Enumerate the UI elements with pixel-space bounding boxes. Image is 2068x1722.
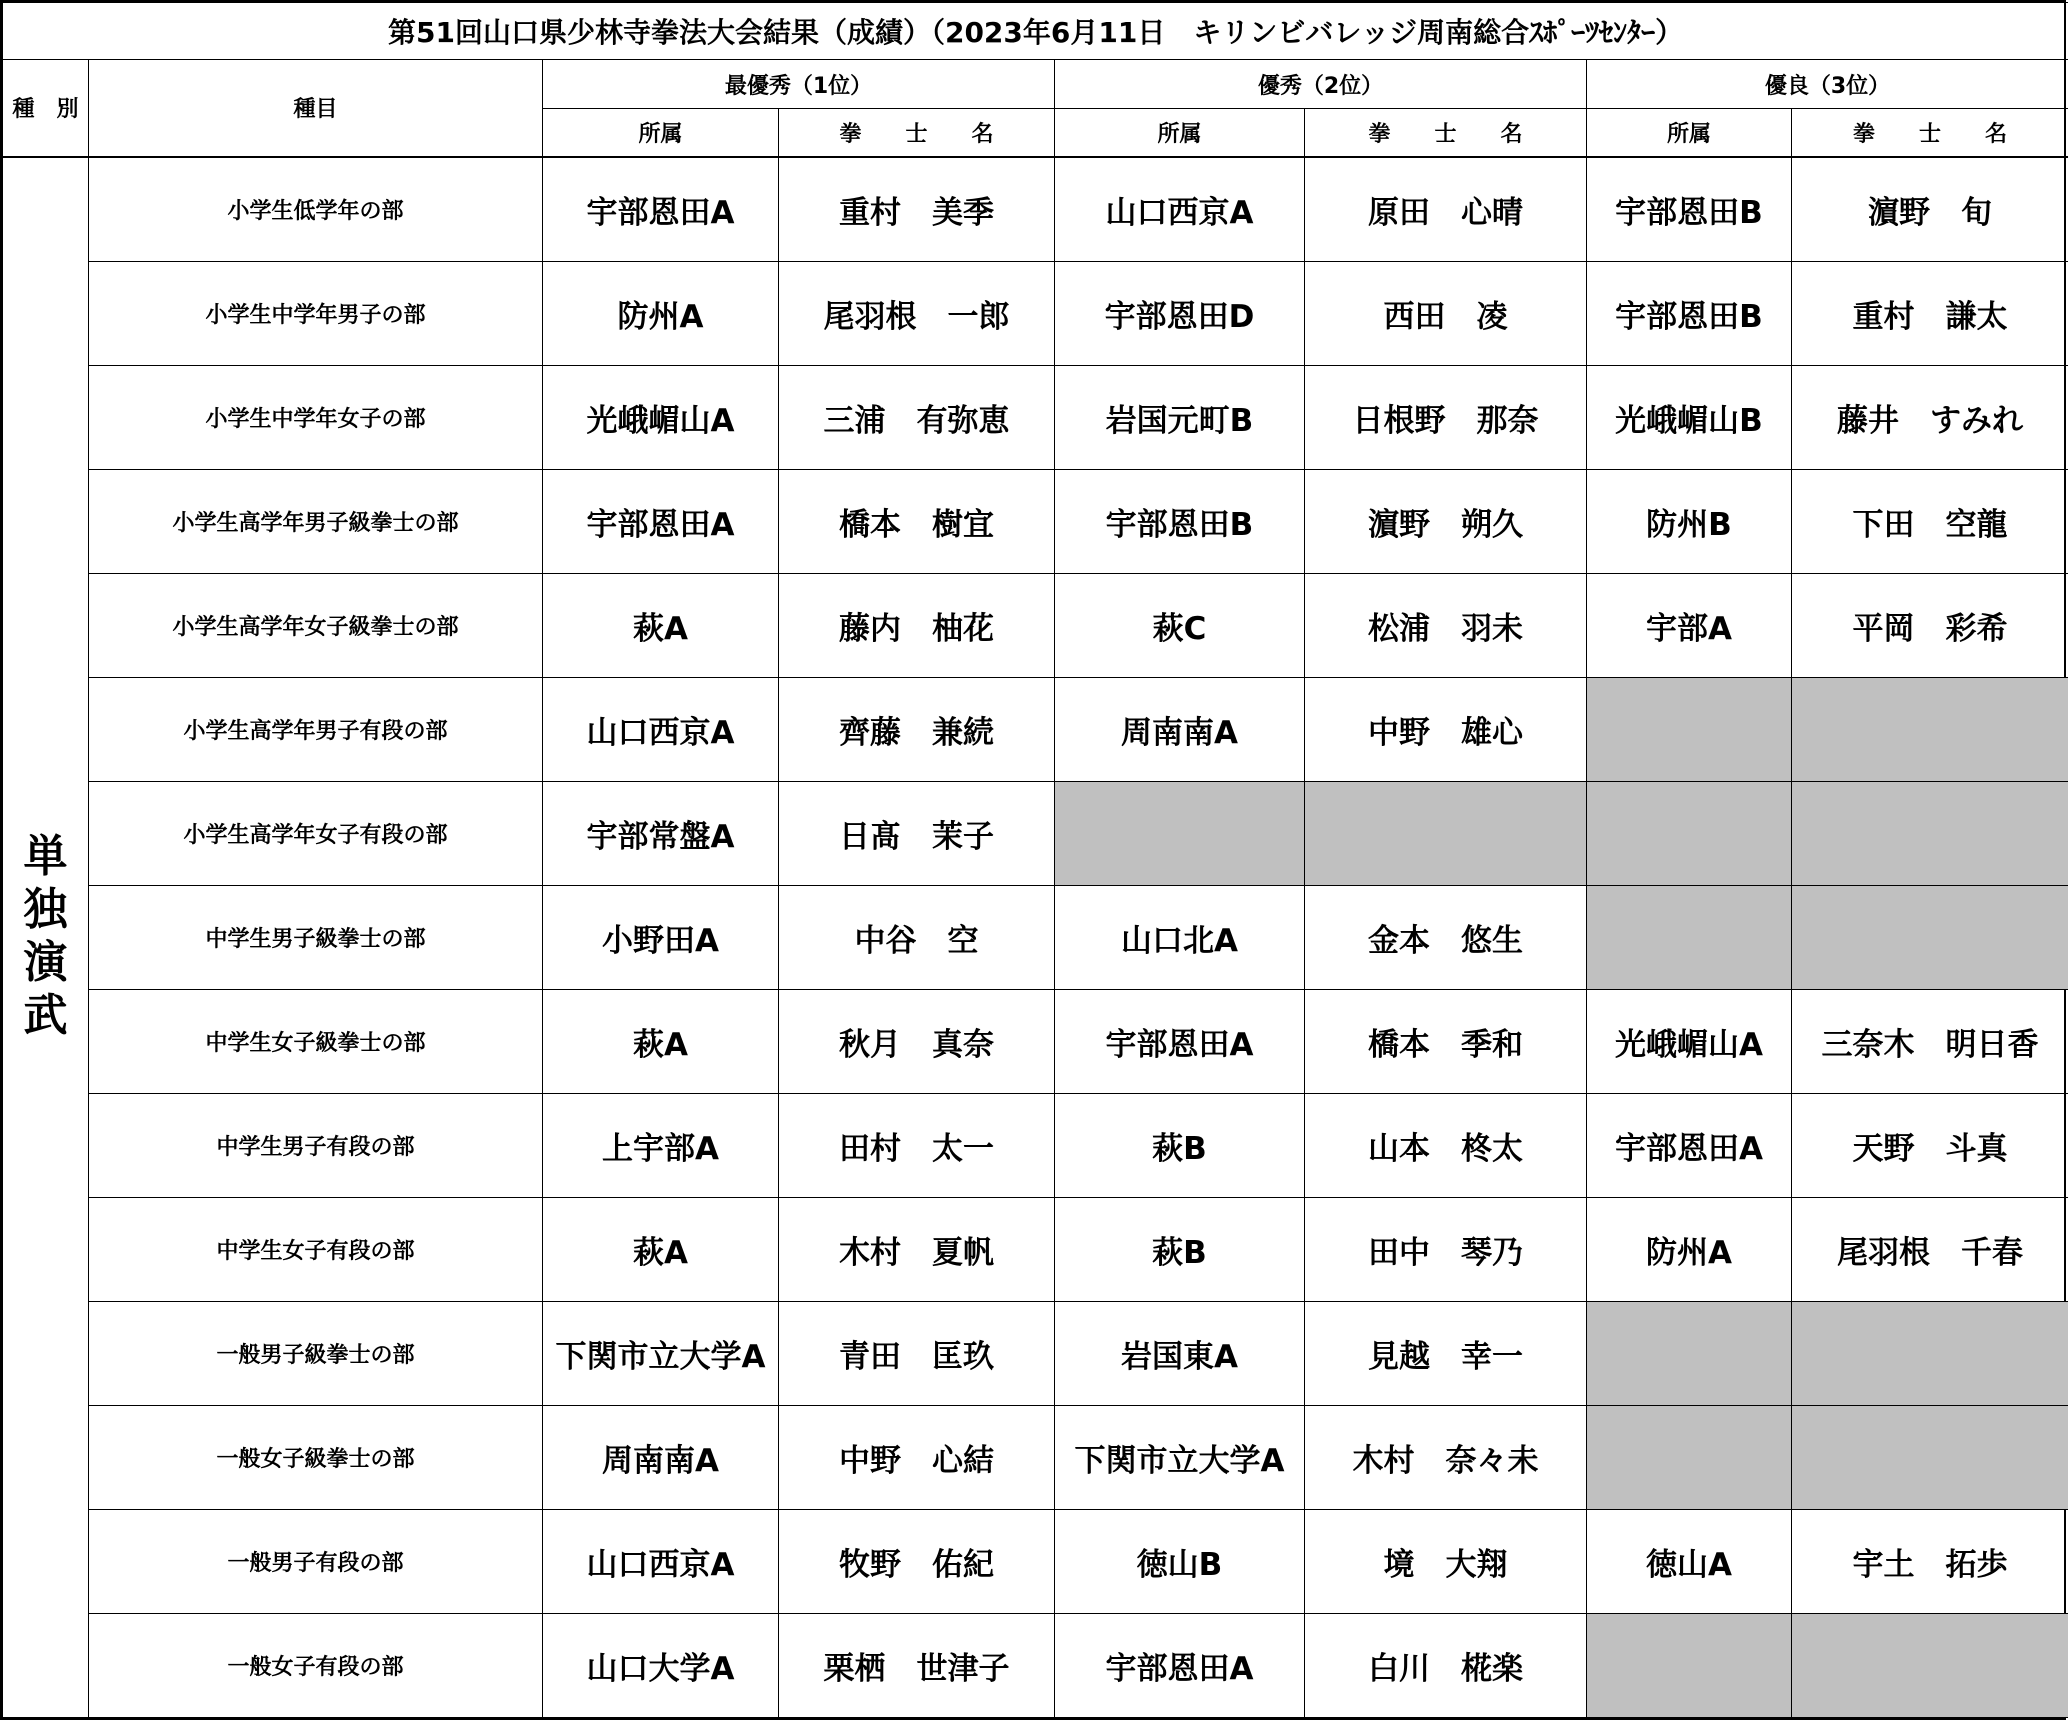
table-row xyxy=(3,989,2068,1093)
category-cell: 小学生中学年女子の部 xyxy=(89,365,543,469)
rank3-name: 平岡 彩希 xyxy=(1792,573,2068,677)
rank1-affiliation: 山口西京A xyxy=(543,677,779,781)
table-row xyxy=(3,1509,2068,1613)
rank2-name: 原田 心晴 xyxy=(1305,157,1587,262)
rank1-name: 中谷 空 xyxy=(779,885,1055,989)
rank2-name: 日根野 那奈 xyxy=(1305,365,1587,469)
rank1-name: 尾羽根 一郎 xyxy=(779,261,1055,365)
rank2-name: 橋本 季和 xyxy=(1305,989,1587,1093)
rank3-name-empty xyxy=(1792,1613,2068,1717)
category-cell: 一般男子級拳士の部 xyxy=(89,1301,543,1405)
rank2-name-empty xyxy=(1305,781,1587,885)
rank1-affiliation: 防州A xyxy=(543,261,779,365)
rank3-affiliation: 光峨嵋山B xyxy=(1587,365,1792,469)
rank2-name: 濵野 朔久 xyxy=(1305,469,1587,573)
header-r2-affiliation: 所属 xyxy=(1055,109,1305,157)
rank1-name: 齊藤 兼続 xyxy=(779,677,1055,781)
table-row xyxy=(3,261,2068,365)
rank1-affiliation: 小野田A xyxy=(543,885,779,989)
rank3-affiliation-empty xyxy=(1587,781,1792,885)
kind-label-char: 演 xyxy=(23,937,68,988)
rank1-name: 日髙 茉子 xyxy=(779,781,1055,885)
rank3-affiliation-empty xyxy=(1587,1405,1792,1509)
header-r2-name: 拳 士 名 xyxy=(1305,109,1587,157)
header-r3-affiliation: 所属 xyxy=(1587,109,1792,157)
category-cell: 小学生高学年女子有段の部 xyxy=(89,781,543,885)
kind-label-char: 独 xyxy=(23,884,68,936)
category-cell: 中学生男子有段の部 xyxy=(89,1093,543,1197)
kind-label xyxy=(3,157,89,1718)
rank1-name: 三浦 有弥恵 xyxy=(779,365,1055,469)
rank2-affiliation: 宇部恩田B xyxy=(1055,469,1305,573)
table-row xyxy=(3,1301,2068,1405)
rank3-name-empty xyxy=(1792,781,2068,885)
category-cell: 一般男子有段の部 xyxy=(89,1509,543,1613)
rank2-name: 田中 琴乃 xyxy=(1305,1197,1587,1301)
category-cell: 一般女子級拳士の部 xyxy=(89,1405,543,1509)
rank3-name-empty xyxy=(1792,677,2068,781)
header-rank1: 最優秀（1位） xyxy=(543,60,1055,109)
rank3-affiliation: 宇部恩田B xyxy=(1587,261,1792,365)
rank3-affiliation: 宇部恩田A xyxy=(1587,1093,1792,1197)
rank2-name: 山本 柊太 xyxy=(1305,1093,1587,1197)
rank3-affiliation: 徳山A xyxy=(1587,1509,1792,1613)
rank1-name: 秋月 真奈 xyxy=(779,989,1055,1093)
category-cell: 小学生高学年女子級拳士の部 xyxy=(89,573,543,677)
rank2-affiliation: 徳山B xyxy=(1055,1509,1305,1613)
category-cell: 中学生男子級拳士の部 xyxy=(89,885,543,989)
rank1-name: 藤内 柚花 xyxy=(779,573,1055,677)
rank2-name: 金本 悠生 xyxy=(1305,885,1587,989)
rank3-affiliation: 光峨嵋山A xyxy=(1587,989,1792,1093)
rank3-affiliation-empty xyxy=(1587,1613,1792,1717)
rank3-affiliation: 防州B xyxy=(1587,469,1792,573)
rank2-affiliation: 山口北A xyxy=(1055,885,1305,989)
header-r1-name: 拳 士 名 xyxy=(779,109,1055,157)
rank2-affiliation-empty xyxy=(1055,781,1305,885)
rank3-affiliation-empty xyxy=(1587,1301,1792,1405)
rank1-affiliation: 周南南A xyxy=(543,1405,779,1509)
category-cell: 一般女子有段の部 xyxy=(89,1613,543,1717)
kind-label-char: 武 xyxy=(23,989,68,1041)
rank1-name: 田村 太一 xyxy=(779,1093,1055,1197)
rank3-name: 三奈木 明日香 xyxy=(1792,989,2068,1093)
kind-label-char: 単 xyxy=(23,831,68,883)
rank2-name: 白川 椛楽 xyxy=(1305,1613,1587,1717)
table-row xyxy=(3,1093,2068,1197)
rank2-affiliation: 山口西京A xyxy=(1055,157,1305,262)
rank1-name: 重村 美季 xyxy=(779,157,1055,262)
rank2-name: 中野 雄心 xyxy=(1305,677,1587,781)
rank2-affiliation: 岩国東A xyxy=(1055,1301,1305,1405)
table-row xyxy=(3,573,2068,677)
rank1-affiliation: 山口大学A xyxy=(543,1613,779,1717)
rank2-name: 境 大翔 xyxy=(1305,1509,1587,1613)
rank3-name: 濵野 旬 xyxy=(1792,157,2068,262)
rank1-name: 牧野 佑紀 xyxy=(779,1509,1055,1613)
category-cell: 小学生低学年の部 xyxy=(89,157,543,262)
header-kind: 種 別 xyxy=(3,60,89,157)
rank1-name: 中野 心結 xyxy=(779,1405,1055,1509)
rank2-name: 木村 奈々未 xyxy=(1305,1405,1587,1509)
rank3-name: 天野 斗真 xyxy=(1792,1093,2068,1197)
header-rank2: 優秀（2位） xyxy=(1055,60,1587,109)
rank3-name: 下田 空龍 xyxy=(1792,469,2068,573)
rank3-name: 藤井 すみれ xyxy=(1792,365,2068,469)
rank2-affiliation: 萩C xyxy=(1055,573,1305,677)
rank3-name-empty xyxy=(1792,885,2068,989)
rank3-affiliation: 宇部恩田B xyxy=(1587,157,1792,262)
rank3-affiliation-empty xyxy=(1587,677,1792,781)
rank1-affiliation: 上宇部A xyxy=(543,1093,779,1197)
header-r1-affiliation: 所属 xyxy=(543,109,779,157)
rank2-affiliation: 萩B xyxy=(1055,1093,1305,1197)
results-table xyxy=(2,2,2068,1718)
category-cell: 小学生高学年男子級拳士の部 xyxy=(89,469,543,573)
rank2-affiliation: 萩B xyxy=(1055,1197,1305,1301)
rank1-name: 木村 夏帆 xyxy=(779,1197,1055,1301)
table-row xyxy=(3,1197,2068,1301)
table-row xyxy=(3,885,2068,989)
rank2-affiliation: 宇部恩田A xyxy=(1055,989,1305,1093)
rank2-affiliation: 周南南A xyxy=(1055,677,1305,781)
rank1-affiliation: 萩A xyxy=(543,1197,779,1301)
rank1-affiliation: 光峨嵋山A xyxy=(543,365,779,469)
rank1-affiliation: 宇部常盤A xyxy=(543,781,779,885)
header-r3-name: 拳 士 名 xyxy=(1792,109,2068,157)
table-row xyxy=(3,157,2068,262)
rank1-affiliation: 宇部恩田A xyxy=(543,157,779,262)
rank1-affiliation: 宇部恩田A xyxy=(543,469,779,573)
rank1-name: 栗栖 世津子 xyxy=(779,1613,1055,1717)
table-row xyxy=(3,365,2068,469)
rank1-affiliation: 山口西京A xyxy=(543,1509,779,1613)
category-cell: 小学生中学年男子の部 xyxy=(89,261,543,365)
table-row xyxy=(3,469,2068,573)
rank3-name-empty xyxy=(1792,1301,2068,1405)
rank2-affiliation: 岩国元町B xyxy=(1055,365,1305,469)
header-rank3: 優良（3位） xyxy=(1587,60,2068,109)
table-row xyxy=(3,1405,2068,1509)
rank1-affiliation: 萩A xyxy=(543,573,779,677)
rank3-name: 尾羽根 千春 xyxy=(1792,1197,2068,1301)
rank2-name: 見越 幸一 xyxy=(1305,1301,1587,1405)
table-row xyxy=(3,677,2068,781)
rank2-affiliation: 宇部恩田A xyxy=(1055,1613,1305,1717)
rank1-name: 青田 匡玖 xyxy=(779,1301,1055,1405)
rank2-name: 西田 凌 xyxy=(1305,261,1587,365)
rank2-affiliation: 宇部恩田D xyxy=(1055,261,1305,365)
rank3-affiliation-empty xyxy=(1587,885,1792,989)
rank3-name: 重村 謙太 xyxy=(1792,261,2068,365)
table-row xyxy=(3,1613,2068,1717)
header-category: 種目 xyxy=(89,60,543,157)
rank3-name-empty xyxy=(1792,1405,2068,1509)
rank2-affiliation: 下関市立大学A xyxy=(1055,1405,1305,1509)
table-row xyxy=(3,781,2068,885)
page-title: 第51回山口県少林寺拳法大会結果（成績）（2023年6月11日 キリンビバレッジ周南総合ｽﾎﾟｰﾂｾﾝﾀｰ） xyxy=(3,3,2068,60)
category-cell: 小学生高学年男子有段の部 xyxy=(89,677,543,781)
rank1-affiliation: 萩A xyxy=(543,989,779,1093)
rank3-name: 宇土 拓歩 xyxy=(1792,1509,2068,1613)
rank3-affiliation: 防州A xyxy=(1587,1197,1792,1301)
rank1-name: 橋本 樹宜 xyxy=(779,469,1055,573)
rank2-name: 松浦 羽未 xyxy=(1305,573,1587,677)
category-cell: 中学生女子有段の部 xyxy=(89,1197,543,1301)
category-cell: 中学生女子級拳士の部 xyxy=(89,989,543,1093)
rank1-affiliation: 下関市立大学A xyxy=(543,1301,779,1405)
rank3-affiliation: 宇部A xyxy=(1587,573,1792,677)
